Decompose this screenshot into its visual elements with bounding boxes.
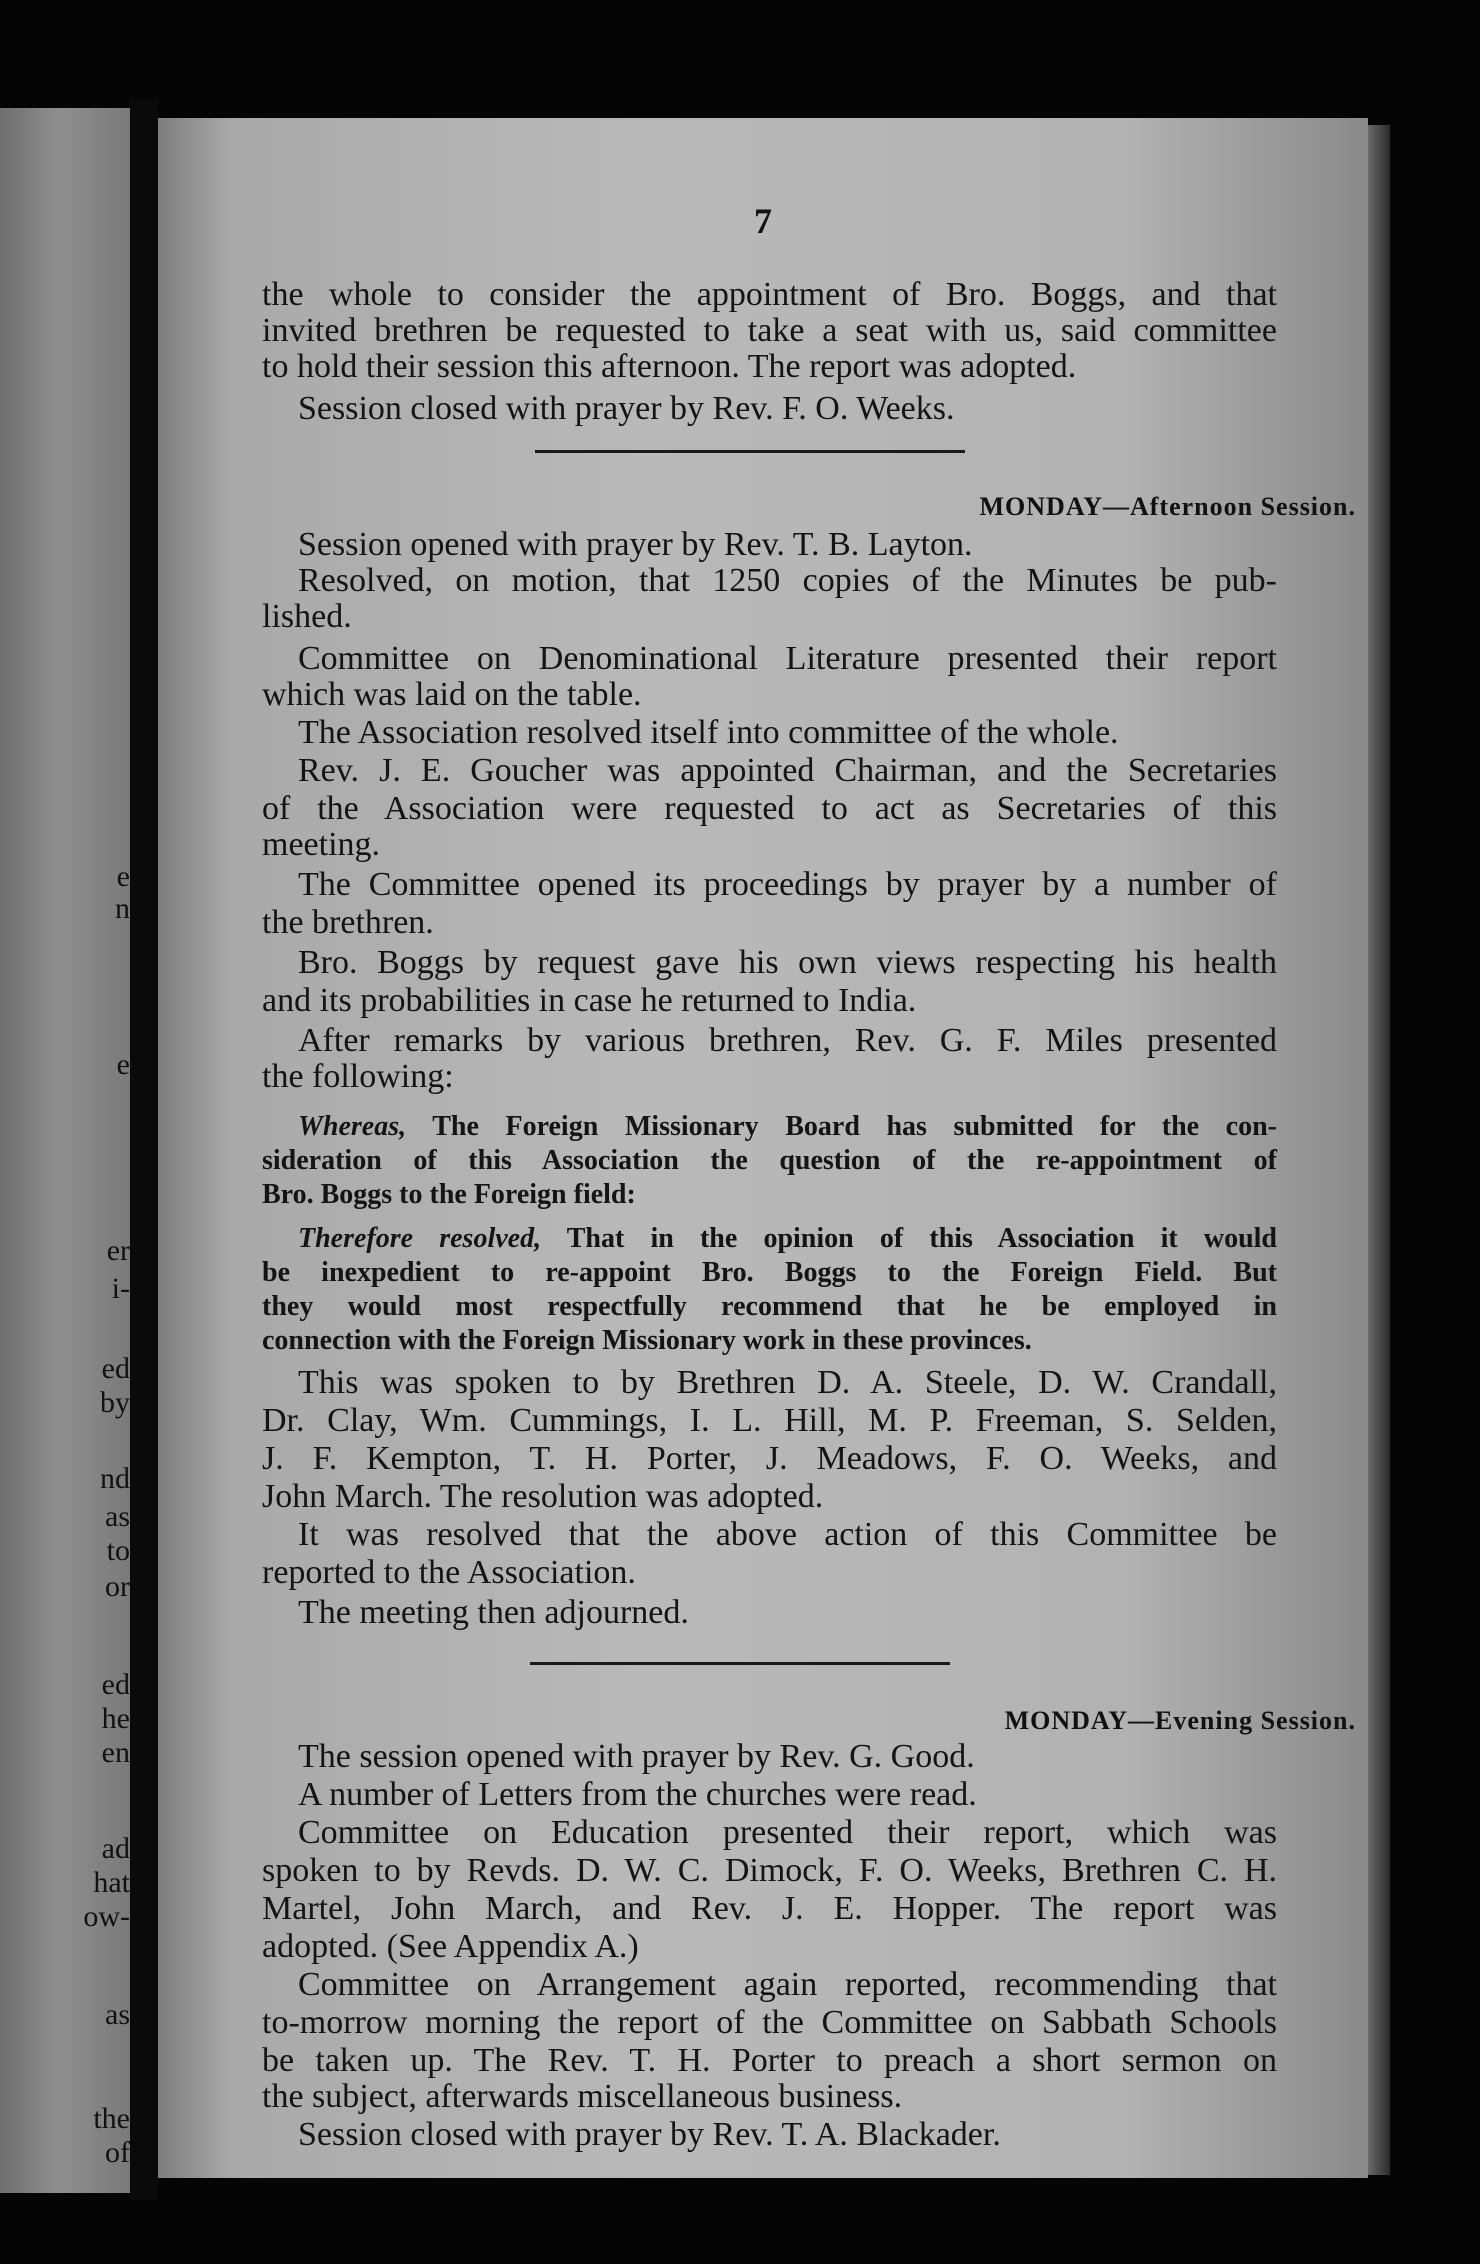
resolution-text: The Foreign Missionary Board has submitted for the con-	[406, 1111, 1277, 1142]
body-line: the brethren.	[262, 904, 434, 941]
fragment-text: e	[116, 1048, 130, 1081]
fragment-text: nd	[100, 1462, 130, 1495]
resolution-line	[298, 1108, 1277, 1146]
fragment-text: as	[105, 1998, 130, 2031]
body-line: reported to the Association.	[262, 1554, 636, 1591]
fragment-text: e	[116, 860, 130, 893]
fragment-text: ed	[101, 1352, 130, 1385]
resolution-line: Bro. Boggs to the Foreign field:	[262, 1179, 636, 1210]
fragment-text: ow-	[83, 1900, 130, 1933]
fragment-text: of	[105, 2136, 130, 2169]
page-edge	[1368, 125, 1390, 2175]
fragment-text: to	[106, 1534, 130, 1567]
body-line: the following:	[262, 1058, 454, 1095]
body-line: Session closed with prayer by Rev. T. A. Blackader.	[298, 2116, 1001, 2153]
body-line: Committee on Education presented their report, which was	[298, 1814, 1277, 1851]
body-line: and its probabilities in case he returned to India.	[262, 982, 917, 1019]
body-line: adopted. (See Appendix A.)	[262, 1928, 639, 1965]
book-gutter	[130, 100, 158, 2200]
section-heading: MONDAY—Evening Session.	[1004, 1706, 1356, 1735]
fragment-text: by	[100, 1386, 130, 1419]
resolution-line: connection with the Foreign Missionary work in these provinces.	[262, 1325, 1032, 1356]
body-line: John March. The resolution was adopted.	[262, 1478, 824, 1515]
fragment-text: as	[105, 1500, 130, 1533]
resolution-line: be inexpedient to re-appoint Bro. Boggs to the Foreign Field. But	[262, 1257, 1277, 1288]
body-line: J. F. Kempton, T. H. Porter, J. Meadows, F. O. Weeks, and	[262, 1440, 1277, 1477]
fragment-text: n	[115, 892, 130, 925]
fragment-text: er	[106, 1234, 130, 1267]
body-line: The meeting then adjourned.	[298, 1594, 689, 1631]
body-line: to hold their session this afternoon. The report was adopted.	[262, 348, 1077, 385]
body-line: The Committee opened its proceedings by prayer by a number of	[298, 866, 1277, 903]
fragment-text: or	[105, 1570, 130, 1603]
body-line: After remarks by various brethren, Rev. G. F. Miles presented	[298, 1022, 1277, 1059]
page-number: 7	[754, 201, 772, 241]
body-line: It was resolved that the above action of this Committee be	[298, 1516, 1277, 1553]
body-line: be taken up. The Rev. T. H. Porter to preach a short sermon on	[262, 2042, 1277, 2079]
fragment-text: ad	[101, 1832, 130, 1865]
fragment-text: the	[93, 2102, 130, 2135]
body-line: Committee on Denominational Literature presented their report	[298, 640, 1277, 677]
resolution-line: sideration of this Association the question of the re-appointment of	[262, 1145, 1277, 1176]
body-line: Martel, John March, and Rev. J. E. Hopper. The report was	[262, 1890, 1277, 1927]
left-page-fragment	[0, 108, 130, 2193]
fragment-text: ed	[101, 1668, 130, 1701]
body-line: lished.	[262, 598, 352, 635]
section-divider	[535, 450, 965, 453]
fragment-text: hat	[93, 1866, 130, 1899]
resolved-word: Therefore resolved,	[298, 1223, 542, 1254]
fragment-text: en	[101, 1736, 130, 1769]
body-line: the whole to consider the appointment of Bro. Boggs, and that	[262, 276, 1277, 313]
fragment-text: i-	[111, 1272, 130, 1305]
fragment-text: he	[101, 1702, 130, 1735]
whereas-word: Whereas,	[298, 1111, 407, 1142]
body-line: the subject, afterwards miscellaneous business.	[262, 2078, 903, 2115]
body-line: meeting.	[262, 826, 381, 863]
section-divider	[530, 1662, 950, 1665]
body-line: This was spoken to by Brethren D. A. Steele, D. W. Crandall,	[298, 1364, 1277, 1401]
body-line: Resolved, on motion, that 1250 copies of the Minutes be pub-	[298, 562, 1277, 599]
resolution-text: That in the opinion of this Association it would	[541, 1223, 1277, 1254]
body-line: to-morrow morning the report of the Committee on Sabbath Schools	[262, 2004, 1277, 2041]
section-heading: MONDAY—Afternoon Session.	[979, 492, 1356, 521]
body-line: of the Association were requested to act as Secretaries of this	[262, 790, 1277, 827]
body-line: Session opened with prayer by Rev. T. B. Layton.	[298, 526, 973, 563]
body-line: Committee on Arrangement again reported, recommending that	[298, 1966, 1277, 2003]
body-line: Bro. Boggs by request gave his own views respecting his health	[298, 944, 1277, 981]
resolution-line: they would most respectfully recommend that he be employed in	[262, 1291, 1277, 1322]
body-line: The Association resolved itself into committee of the whole.	[298, 714, 1119, 751]
body-line: which was laid on the table.	[262, 676, 642, 713]
body-line: spoken to by Revds. D. W. C. Dimock, F. O. Weeks, Brethren C. H.	[262, 1852, 1277, 1889]
body-line: invited brethren be requested to take a seat with us, said committee	[262, 312, 1277, 349]
body-line: A number of Letters from the churches were read.	[298, 1776, 977, 1813]
body-line: Dr. Clay, Wm. Cummings, I. L. Hill, M. P. Freeman, S. Selden,	[262, 1402, 1277, 1439]
body-line: The session opened with prayer by Rev. G. Good.	[298, 1738, 975, 1775]
body-line: Rev. J. E. Goucher was appointed Chairman, and the Secretaries	[298, 752, 1277, 789]
resolution-line	[298, 1220, 1277, 1258]
body-line: Session closed with prayer by Rev. F. O. Weeks.	[298, 390, 955, 427]
